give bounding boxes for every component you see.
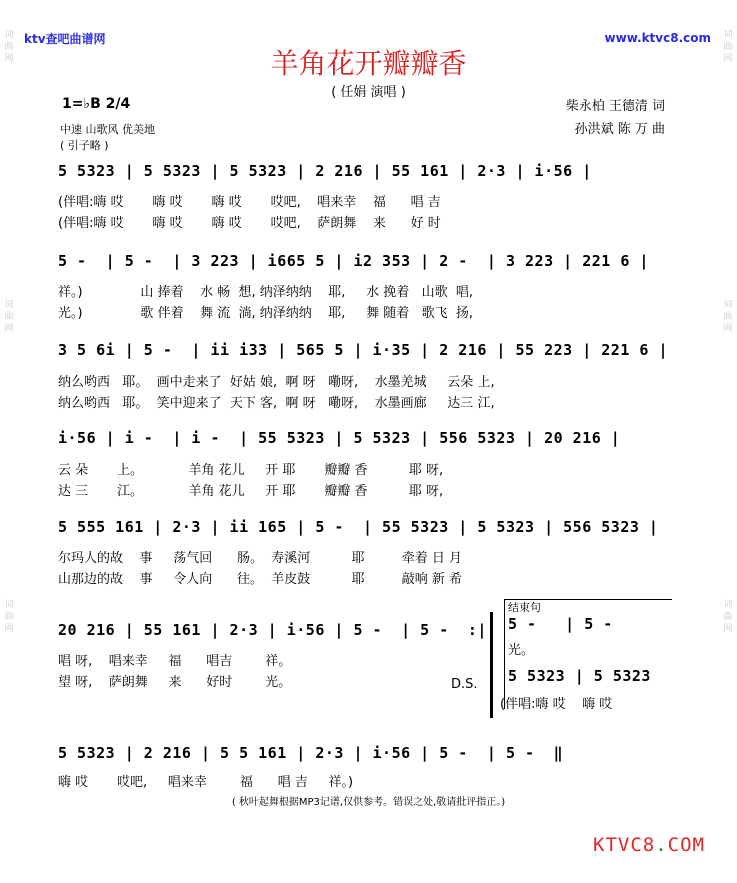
lyric-line-2a: 祥。) 山 捧着 水 畅 想, 纳泽纳纳 耶, 水 挽着 山歌 唱,	[58, 285, 473, 300]
composer-credit: 孙洪斌 陈 万 曲	[574, 122, 665, 137]
ending-section	[500, 599, 672, 712]
ds-marking: D.S.	[451, 677, 478, 692]
watermark-char: 网	[4, 54, 14, 64]
watermark-char: 曲	[723, 312, 733, 322]
lyricist-credit: 柴永柏 王德清 词	[565, 99, 665, 114]
lyric-line-1b: (伴唱:嗨 哎 嗨 哎 嗨 哎 哎吧, 萨朗舞 来 好 时	[58, 216, 441, 231]
lyric-line-7a: 嗨 哎 哎吧, 唱来幸 福 唱 吉 祥。)	[58, 775, 354, 790]
key-signature: 1=♭B 2/4	[62, 96, 131, 112]
watermark-char: 网	[4, 624, 14, 634]
tempo-marking: 中速 山歌风 优美地	[60, 123, 155, 136]
lyric-line-4a: 云 朵 上。 羊角 花儿 开 耶 瓣瓣 香 耶 呀,	[58, 463, 444, 478]
lyric-line-1a: (伴唱:嗨 哎 嗨 哎 嗨 哎 哎吧, 唱来幸 福 唱 吉	[58, 195, 441, 210]
repeat-bracket	[490, 612, 497, 718]
watermark-char: 曲	[4, 612, 14, 622]
watermark-char: 网	[4, 324, 14, 334]
watermark-char: 词	[723, 300, 733, 310]
intro-note: ( 引子略 )	[60, 139, 109, 152]
ending-lyric-2: (伴唱:嗨 哎 嗨 哎	[500, 697, 613, 712]
site-name-left[interactable]: ktv查吧曲谱网	[24, 32, 106, 46]
watermark-char: 词	[4, 600, 14, 610]
watermark-char: 词	[4, 30, 14, 40]
watermark-char: 词	[4, 300, 14, 310]
watermark-char: 曲	[723, 612, 733, 622]
watermark-char: 网	[723, 624, 733, 634]
lyric-line-5a: 尔玛人的故 事 荡气回 肠。 寿溪河 耶 牵着 日 月	[58, 551, 463, 566]
lyric-line-4b: 达 三 江。 羊角 花儿 开 耶 瓣瓣 香 耶 呀,	[58, 484, 444, 499]
left-watermark-strip	[0, 0, 18, 883]
logo-dot: .	[655, 834, 668, 856]
ending-notation-2: 5 5323 | 5 5323	[508, 667, 651, 685]
notation-line-7: 5 5323 | 2 216 | 5 5 161 | 2·3 | i·56 | 5 - | 5 - ‖	[58, 744, 564, 762]
right-watermark-strip	[719, 0, 737, 883]
ending-label: 结束句	[508, 601, 541, 614]
watermark-char: 曲	[4, 42, 14, 52]
notation-line-6: 20 216 | 55 161 | 2·3 | i·56 | 5 - | 5 - :|	[58, 621, 487, 639]
watermark-char: 词	[723, 30, 733, 40]
notation-line-1: 5 5323 | 5 5323 | 5 5323 | 2 216 | 55 161 | 2·3 | i·56 |	[58, 162, 592, 180]
watermark-char: 曲	[723, 42, 733, 52]
logo-main: KTVC8	[593, 834, 656, 856]
singer-credit: ( 任娟 演唱 )	[331, 85, 406, 100]
lyric-line-6b: 望 呀, 萨朗舞 来 好时 光。	[58, 675, 292, 690]
lyric-line-2b: 光。) 歌 伴着 舞 流 淌, 纳泽纳纳 耶, 舞 随着 歌飞 扬,	[58, 306, 473, 321]
watermark-char: 网	[723, 54, 733, 64]
notation-line-2: 5 - | 5 - | 3 223 | i665 5 | i2 353 | 2 - | 3 223 | 221 6 |	[58, 252, 649, 270]
notation-line-4: i·56 | i - | i - | 55 5323 | 5 5323 | 556 5323 | 20 216 |	[58, 429, 621, 447]
site-url-right[interactable]: www.ktvc8.com	[604, 31, 711, 45]
lyric-line-6a: 唱 呀, 唱来幸 福 唱吉 祥。	[58, 654, 292, 669]
logo-tail: COM	[667, 834, 705, 856]
ending-lyric-1: 光。	[508, 643, 535, 658]
watermark-char: 曲	[4, 312, 14, 322]
notation-line-3: 3 5 6i | 5 - | ii i33 | 565 5 | i·35 | 2 216 | 55 223 | 221 6 |	[58, 341, 668, 359]
ending-notation-1: 5 - | 5 -	[508, 615, 613, 633]
site-logo[interactable]	[593, 834, 705, 856]
lyric-line-3b: 纳么哟西 耶。 笑中迎来了 天下 客, 啊 呀 嘞呀, 水墨画廊 达三 江,	[58, 396, 495, 411]
notation-line-5: 5 555 161 | 2·3 | ii 165 | 5 - | 55 5323 | 5 5323 | 556 5323 |	[58, 518, 659, 536]
footnote: ( 秋叶起舞根据MP3记谱,仅供参考。错误之处,敬请批评指正。)	[231, 797, 506, 808]
lyric-line-5b: 山那边的故 事 令人向 往。 羊皮鼓 耶 敲响 新 希	[58, 572, 463, 587]
song-title: 羊角花开瓣瓣香	[270, 47, 467, 80]
watermark-char: 词	[723, 600, 733, 610]
lyric-line-3a: 纳么哟西 耶。 画中走来了 好姑 娘, 啊 呀 嘞呀, 水墨羌城 云朵 上,	[58, 375, 495, 390]
watermark-char: 网	[723, 324, 733, 334]
